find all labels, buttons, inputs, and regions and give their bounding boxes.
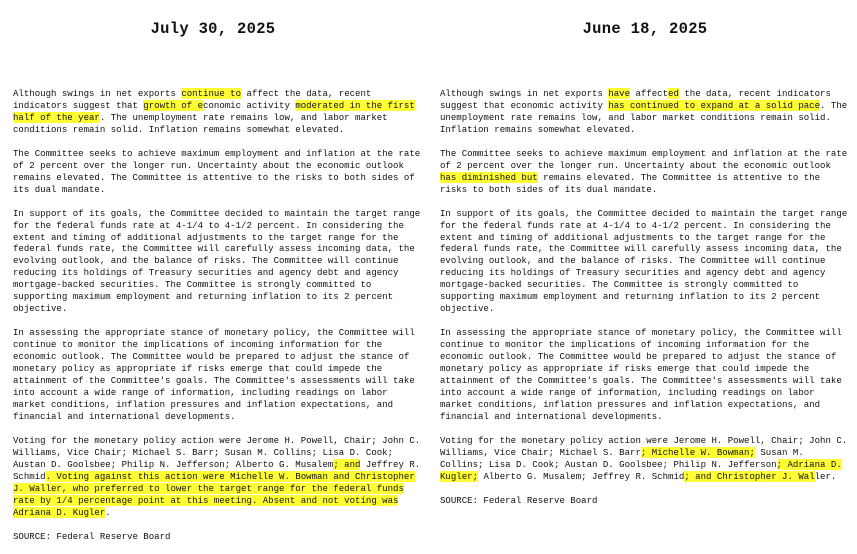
source-note: SOURCE: Federal Reserve Board: [440, 494, 598, 506]
highlighted-change: ; Michelle W. Bowman;: [640, 446, 755, 458]
paragraph-policy-stance: [13, 327, 423, 423]
highlighted-change: . Voting against this action were Michelle W. Bowman and Christopher J. Waller, who preferred to lower the target range for the federal funds rate by 1/4 percentage point at this meeting. Absent and not voting was Adriana D. Kugler: [13, 470, 415, 518]
text-segment: remains elevated. The Committee is attentive to the risks to both sides of its dual mandate.: [440, 171, 821, 195]
highlighted-change: continue to: [181, 88, 242, 99]
paragraph-policy-stance: [440, 327, 850, 423]
paragraph-dual-mandate: [440, 148, 850, 196]
highlighted-change: have: [608, 88, 631, 99]
text-segment: In assessing the appropriate stance of monetary policy, the Committee will continue to monitor the implications of incoming information for the economic outlook. The Committee would be prepared to adjust the stance of monetary policy as appropriate if risks emerge that could impede the attainment of the Committee's goals. The Committee's assessments will take into account a wide range of information, including readings on labor market conditions, inflation pressures and inflation expectations, and financial and international developments.: [440, 327, 842, 422]
highlighted-change: has continued to expand at a solid pace: [608, 99, 821, 111]
text-segment: conomic activity: [203, 99, 296, 111]
text-segment: In support of its goals, the Committee decided to maintain the target range for the federal funds rate at 4-1/4 to 4-1/2 percent. In considering the extent and timing of additional adjustments to the target range for the federal funds rate, the Committee will carefully assess incoming data, the evolving outlook, and the balance of risks. The Committee will continue reducing its holdings of Treasury securities and agency debt and agency mortgage-backed securities. The Committee is strongly committed to supporting maximum employment and returning inflation to its 2 percent objective.: [440, 207, 848, 315]
statement-body-july: [13, 88, 423, 554]
highlighted-change: ; Adriana D. Kugler;: [440, 458, 842, 482]
highlighted-change: ed: [668, 88, 679, 99]
paragraph-voting: [440, 435, 850, 483]
highlighted-change: moderated in the first half of the year: [13, 99, 415, 123]
paragraph-economic-activity: [13, 88, 423, 136]
paragraph-policy-decision: [13, 208, 423, 316]
highlighted-change: ; and Christopher J. Wal: [684, 470, 815, 482]
highlighted-change: ; and: [333, 458, 361, 470]
statement-body-june: [440, 88, 850, 519]
text-segment: affect: [630, 88, 669, 99]
date-heading-july: July 30, 2025: [150, 20, 276, 38]
text-segment: In assessing the appropriate stance of monetary policy, the Committee will continue to monitor the implications of incoming information for the economic outlook. The Committee would be prepared to adjust the stance of monetary policy as appropriate if risks emerge that could impede the attainment of the Committee's goals. The Committee's assessments will take into account a wide range of information, including readings on labor market conditions, inflation pressures and inflation expectations, and financial and international developments.: [13, 327, 415, 422]
paragraph-economic-activity: [440, 88, 850, 136]
text-segment: In support of its goals, the Committee decided to maintain the target range for the federal funds rate at 4-1/4 to 4-1/2 percent. In considering the extent and timing of additional adjustments to the target range for the federal funds rate, the Committee will carefully assess incoming data, the evolving outlook, and the balance of risks. The Committee will continue reducing its holdings of Treasury securities and agency debt and agency mortgage-backed securities. The Committee is strongly committed to supporting maximum employment and returning inflation to its 2 percent objective.: [13, 207, 421, 315]
text-segment: the data, recent indicators suggest that economic activity: [440, 88, 831, 111]
text-segment: Voting for the monetary policy action were Jerome H. Powell, Chair; John C. Williams, Vice Chair; Michael S. Barr: [440, 434, 848, 458]
paragraph-voting: [13, 435, 423, 519]
text-segment: Voting for the monetary policy action were Jerome H. Powell, Chair; John C. Williams, Vice Chair; Michael S. Barr; Susan M. Collins; Lisa D. Cook; Austan D. Goolsbee; Philip N. Jefferson; Alberto G. Musalem: [13, 434, 421, 470]
text-segment: . The unemployment rate remains low, and labor market conditions remain solid. Inflation remains somewhat elevated.: [440, 99, 848, 135]
highlighted-change: growth of e: [143, 99, 204, 111]
text-segment: Alberto G. Musalem; Jeffrey R. Schmid: [478, 470, 685, 482]
date-heading-june: June 18, 2025: [582, 20, 708, 38]
text-segment: The Committee seeks to achieve maximum employment and inflation at the rate of 2 percent over the longer run. Uncertainty about the economic outlook: [440, 147, 848, 171]
text-segment: Jeffrey R. Schmid: [13, 458, 421, 482]
source-note: SOURCE: Federal Reserve Board: [13, 530, 171, 542]
text-segment: ler.: [814, 470, 837, 482]
text-segment: Although swings in net exports: [13, 88, 182, 99]
text-segment: . The unemployment rate remains low, and labor market conditions remain solid. Inflation remains somewhat elevated.: [13, 111, 388, 135]
text-segment: The Committee seeks to achieve maximum employment and inflation at the rate of 2 percent over the longer run. Uncertainty about the economic outlook remains elevated. The Committee is attentive to the risks to both sides of its dual mandate.: [13, 147, 421, 195]
text-segment: Susan M. Collins; Lisa D. Cook; Austan D. Goolsbee; Philip N. Jefferson: [440, 446, 804, 470]
paragraph-dual-mandate: [13, 148, 423, 196]
text-segment: Although swings in net exports: [440, 88, 609, 99]
text-segment: .: [105, 506, 111, 518]
paragraph-policy-decision: [440, 208, 850, 316]
text-segment: affect the data, recent indicators suggest that: [13, 88, 372, 111]
highlighted-change: has diminished but: [440, 171, 538, 183]
